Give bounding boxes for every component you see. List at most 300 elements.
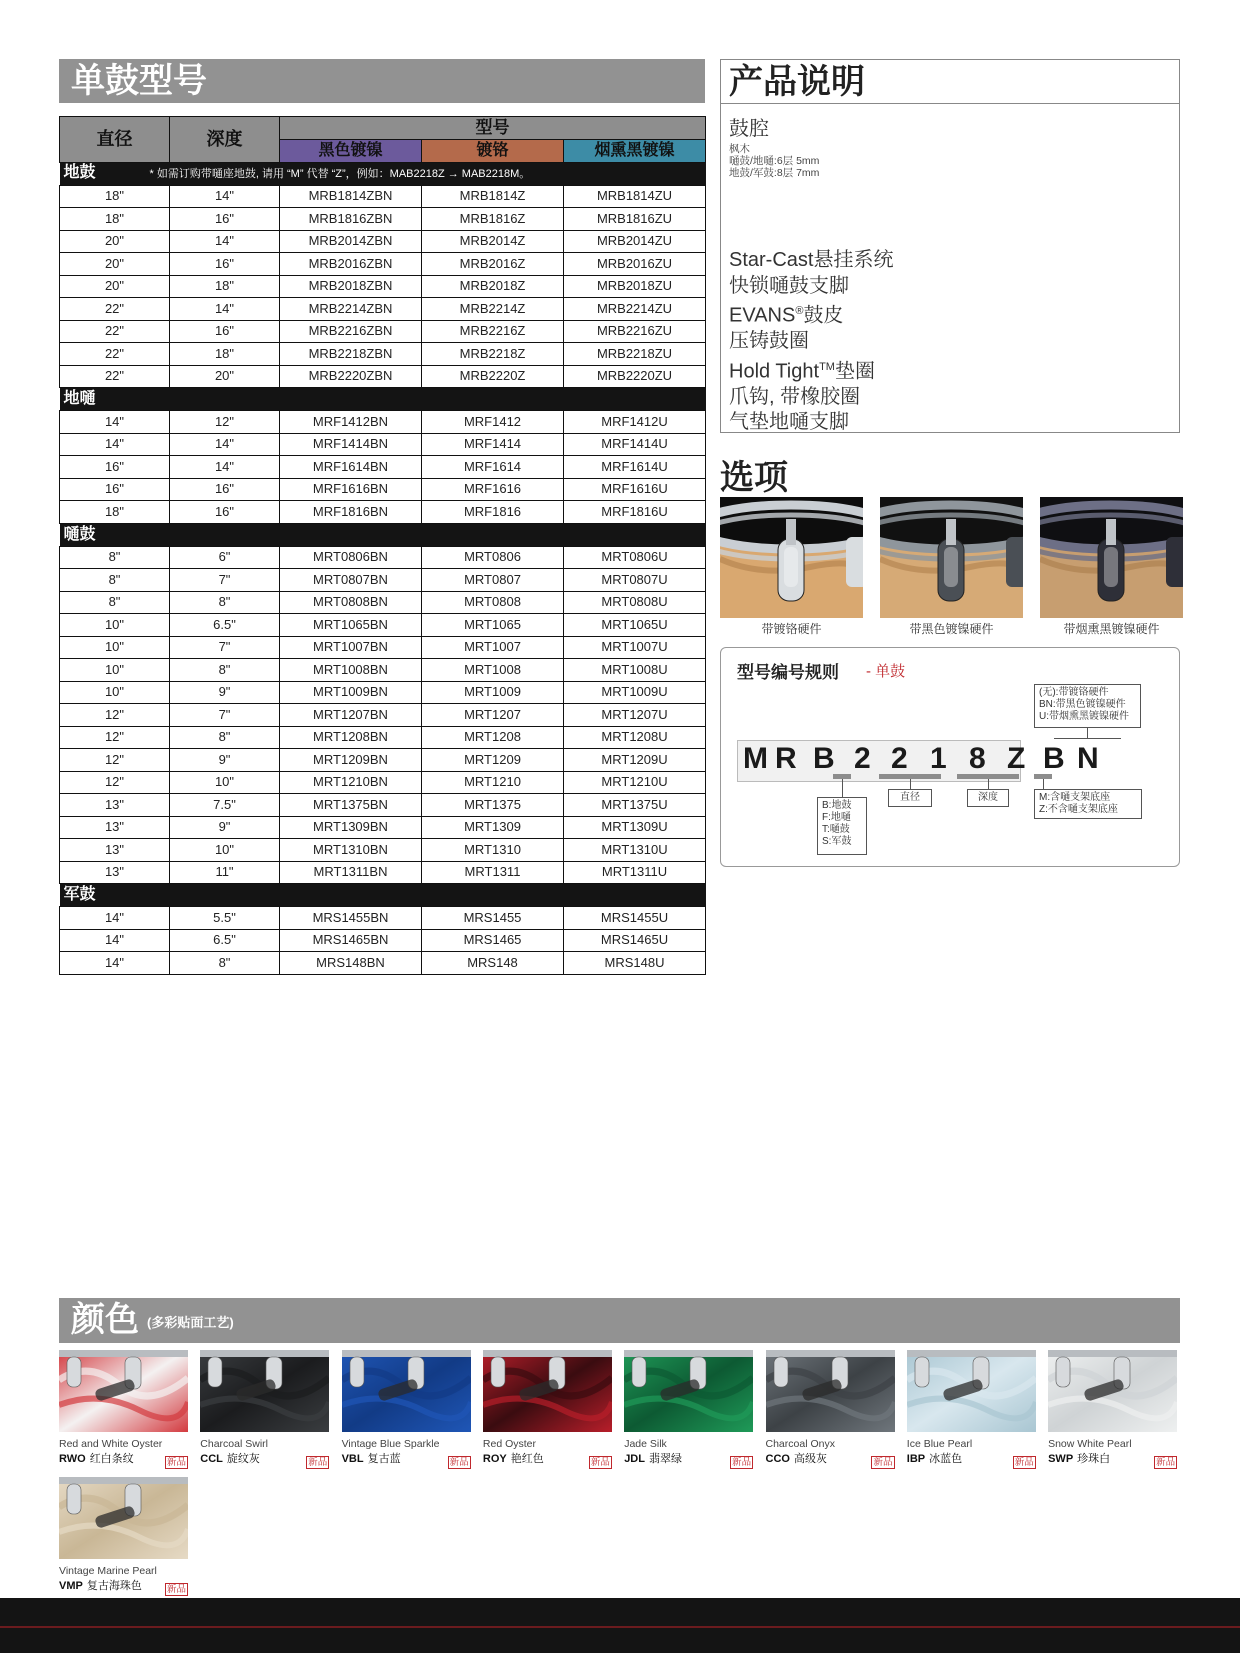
color-swatch-image	[59, 1477, 188, 1559]
color-name-chinese: 复古蓝	[367, 1453, 401, 1465]
cell-depth: 18"	[170, 343, 280, 366]
cell-model-smoked: MRF1616U	[564, 478, 706, 501]
models-section-title: 单鼓型号	[59, 59, 705, 103]
table-row	[60, 816, 706, 839]
table-row	[60, 208, 706, 231]
numbering-title: 型号编号规则	[737, 663, 839, 682]
cell-model-black-nickel: MRS1465BN	[280, 929, 422, 952]
cell-model-smoked: MRF1412U	[564, 411, 706, 434]
code-character: N	[1077, 742, 1099, 775]
code-character: B	[813, 742, 835, 775]
cell-model-chrome: MRB2014Z	[422, 230, 564, 253]
cell-model-smoked: MRB2016ZU	[564, 253, 706, 276]
color-code-abbr: ROY	[482, 1453, 507, 1465]
table-row	[60, 478, 706, 501]
cell-model-smoked: MRS148U	[564, 952, 706, 975]
category-note: * 如需订购带嗵座地鼓, 请用 “M” 代替 “Z”，例如：MAB2218Z → MAB2218M。	[149, 168, 531, 180]
table-row	[60, 456, 706, 479]
cell-depth: 14"	[170, 298, 280, 321]
color-name-english: Jade Silk	[624, 1438, 667, 1450]
color-code-abbr: JDL	[624, 1453, 645, 1465]
cell-model-black-nickel: MRB2014ZBN	[280, 230, 422, 253]
cell-model-chrome: MRT1009	[422, 681, 564, 704]
cell-model-black-nickel: MRT0806BN	[280, 546, 422, 569]
cell-model-chrome: MRT1310	[422, 839, 564, 862]
header-smoked-black-nickel: 烟熏黑镀镍	[564, 140, 706, 163]
table-row	[60, 253, 706, 276]
color-name-chinese: 高级灰	[793, 1453, 827, 1465]
new-badge: 新品	[1156, 1457, 1176, 1468]
cell-diameter: 18"	[60, 208, 170, 231]
cell-model-chrome: MRF1614	[422, 456, 564, 479]
cell-model-black-nickel: MRT1210BN	[280, 771, 422, 794]
mount-legend	[1034, 789, 1142, 819]
cell-diameter: 22"	[60, 298, 170, 321]
cell-depth: 5.5"	[170, 907, 280, 930]
cell-model-black-nickel: MRB2216ZBN	[280, 320, 422, 343]
cell-model-black-nickel: MRT1207BN	[280, 704, 422, 727]
cell-depth: 6"	[170, 546, 280, 569]
color-swatch	[1048, 1350, 1177, 1466]
shell-spec-line: 嗵鼓/地嗵:6层 5mm	[729, 155, 820, 167]
color-name-english: Charcoal Onyx	[765, 1438, 835, 1450]
cell-depth: 9"	[170, 749, 280, 772]
feature-text: 爪钩, 带橡胶圈	[729, 385, 861, 408]
cell-model-black-nickel: MRB2018ZBN	[280, 275, 422, 298]
cell-model-smoked: MRT1065U	[564, 614, 706, 637]
cell-diameter: 18"	[60, 501, 170, 524]
cell-model-smoked: MRT1207U	[564, 704, 706, 727]
color-name-english: Red Oyster	[482, 1438, 536, 1450]
table-row	[60, 636, 706, 659]
new-badge: 新品	[449, 1457, 469, 1468]
cell-depth: 14"	[170, 433, 280, 456]
new-badge: 新品	[166, 1457, 186, 1468]
cell-diameter: 14"	[60, 929, 170, 952]
feature-item	[729, 355, 893, 385]
code-character: 1	[930, 742, 947, 775]
feature-text: Star-Cast悬挂系统	[729, 249, 894, 271]
cell-depth: 10"	[170, 771, 280, 794]
type-legend-line: B:地鼓	[822, 800, 852, 811]
cell-model-chrome: MRT1207	[422, 704, 564, 727]
cell-model-smoked: MRB1814ZU	[564, 185, 706, 208]
new-badge: 新品	[873, 1457, 893, 1468]
product-info-title: 产品说明	[721, 60, 1179, 104]
cell-diameter: 16"	[60, 456, 170, 479]
cell-model-smoked: MRB2218ZU	[564, 343, 706, 366]
color-swatch	[200, 1350, 329, 1466]
cell-diameter: 14"	[60, 907, 170, 930]
cell-model-black-nickel: MRB2214ZBN	[280, 298, 422, 321]
header-black-nickel: 黑色镀镍	[280, 140, 422, 163]
cell-depth: 8"	[170, 726, 280, 749]
table-row	[60, 861, 706, 884]
color-name-chinese: 翡翠绿	[648, 1453, 682, 1465]
color-name-chinese: 复古海珠色	[86, 1580, 142, 1592]
color-swatch-image	[1048, 1350, 1177, 1432]
cell-diameter: 13"	[60, 816, 170, 839]
header-diameter: 直径	[60, 117, 170, 163]
cell-diameter: 12"	[60, 726, 170, 749]
feature-mark: ®	[795, 305, 804, 317]
cell-diameter: 12"	[60, 771, 170, 794]
hardware-legend-line: (无):带镀铬硬件	[1039, 687, 1109, 698]
cell-diameter: 22"	[60, 320, 170, 343]
color-name-english: Snow White Pearl	[1048, 1438, 1132, 1450]
feature-text: EVANS	[729, 304, 796, 327]
cell-model-chrome: MRB2216Z	[422, 320, 564, 343]
cell-model-chrome: MRF1412	[422, 411, 564, 434]
color-swatch	[59, 1350, 188, 1466]
type-legend-line: T:嗵鼓	[822, 824, 850, 835]
cell-model-black-nickel: MRT1309BN	[280, 816, 422, 839]
feature-item	[729, 410, 893, 436]
mount-legend-line: Z:不含嗵支架底座	[1039, 804, 1118, 815]
cell-model-smoked: MRS1465U	[564, 929, 706, 952]
cell-depth: 7"	[170, 636, 280, 659]
category-row	[60, 162, 706, 185]
cell-model-black-nickel: MRF1816BN	[280, 501, 422, 524]
cell-model-black-nickel: MRT1208BN	[280, 726, 422, 749]
colors-subtitle: (多彩贴面工艺)	[147, 1314, 234, 1330]
cell-model-chrome: MRT0808	[422, 591, 564, 614]
feature-text-suffix: 鼓皮	[803, 304, 844, 327]
cell-model-smoked: MRT1007U	[564, 636, 706, 659]
cell-model-black-nickel: MRT1065BN	[280, 614, 422, 637]
color-swatch	[59, 1477, 188, 1593]
color-swatch-image	[907, 1350, 1036, 1432]
cell-depth: 14"	[170, 185, 280, 208]
cell-model-black-nickel: MRB2016ZBN	[280, 253, 422, 276]
cell-diameter: 20"	[60, 230, 170, 253]
shell-label: 鼓腔	[729, 118, 769, 140]
table-row	[60, 343, 706, 366]
cell-model-chrome: MRT1065	[422, 614, 564, 637]
hardware-legend	[1034, 684, 1141, 728]
new-badge: 新品	[590, 1457, 610, 1468]
cell-model-smoked: MRT0808U	[564, 591, 706, 614]
table-row	[60, 185, 706, 208]
option-caption: 带烟熏黑镀镍硬件	[1063, 622, 1160, 636]
cell-model-smoked: MRT1208U	[564, 726, 706, 749]
cell-diameter: 8"	[60, 546, 170, 569]
cell-model-smoked: MRT0806U	[564, 546, 706, 569]
cell-model-chrome: MRB1816Z	[422, 208, 564, 231]
color-code-abbr: SWP	[1048, 1453, 1074, 1465]
cell-model-smoked: MRT1210U	[564, 771, 706, 794]
cell-diameter: 13"	[60, 794, 170, 817]
cell-model-chrome: MRT1309	[422, 816, 564, 839]
table-row	[60, 726, 706, 749]
cell-model-smoked: MRT0807U	[564, 569, 706, 592]
table-row	[60, 929, 706, 952]
cell-model-chrome: MRF1616	[422, 478, 564, 501]
cell-diameter: 10"	[60, 636, 170, 659]
numbering-subtitle: - 单鼓	[866, 663, 906, 680]
table-row	[60, 659, 706, 682]
cell-model-chrome: MRT1375	[422, 794, 564, 817]
category-name: 地嗵	[63, 390, 96, 407]
footer-accent-line	[0, 1626, 1240, 1628]
cell-model-smoked: MRF1816U	[564, 501, 706, 524]
cell-model-chrome: MRB1814Z	[422, 185, 564, 208]
cell-model-smoked: MRT1310U	[564, 839, 706, 862]
cell-model-chrome: MRB2220Z	[422, 365, 564, 388]
cell-model-smoked: MRT1008U	[564, 659, 706, 682]
feature-text: 快锁嗵鼓支脚	[729, 274, 849, 297]
cell-model-smoked: MRF1414U	[564, 433, 706, 456]
code-character: 2	[891, 742, 908, 775]
color-name-english: Charcoal Swirl	[200, 1438, 268, 1450]
table-row	[60, 230, 706, 253]
table-row	[60, 794, 706, 817]
cell-model-chrome: MRT1209	[422, 749, 564, 772]
cell-model-black-nickel: MRB1816ZBN	[280, 208, 422, 231]
option-caption: 带镀铬硬件	[761, 622, 822, 636]
color-swatch	[483, 1350, 612, 1466]
product-info-box	[720, 59, 1180, 433]
color-name-english: Vintage Blue Sparkle	[341, 1438, 440, 1450]
cell-depth: 16"	[170, 208, 280, 231]
option-caption: 带黑色镀镍硬件	[909, 622, 994, 636]
cell-model-black-nickel: MRB2220ZBN	[280, 365, 422, 388]
table-row	[60, 411, 706, 434]
table-row	[60, 591, 706, 614]
color-swatch-image	[624, 1350, 753, 1432]
code-character: 2	[854, 742, 871, 775]
color-swatch	[766, 1350, 895, 1466]
hardware-legend-line: U:带烟熏黑镀镍硬件	[1039, 711, 1129, 722]
cell-diameter: 10"	[60, 681, 170, 704]
cell-depth: 7"	[170, 569, 280, 592]
color-swatch	[342, 1350, 471, 1466]
cell-model-chrome: MRF1816	[422, 501, 564, 524]
color-code-abbr: CCO	[765, 1453, 790, 1465]
category-name: 军鼓	[63, 886, 96, 903]
cell-diameter: 12"	[60, 704, 170, 727]
cell-depth: 11"	[170, 861, 280, 884]
cell-model-black-nickel: MRT1311BN	[280, 861, 422, 884]
cell-model-chrome: MRT1008	[422, 659, 564, 682]
cell-diameter: 18"	[60, 185, 170, 208]
cell-diameter: 20"	[60, 275, 170, 298]
cell-model-chrome: MRB2218Z	[422, 343, 564, 366]
cell-model-smoked: MRF1614U	[564, 456, 706, 479]
color-name-chinese: 冰蓝色	[929, 1453, 963, 1465]
cell-model-black-nickel: MRF1614BN	[280, 456, 422, 479]
depth-legend: 深度	[967, 789, 1009, 807]
feature-text: 气垫地嗵支脚	[729, 411, 849, 434]
table-row	[60, 704, 706, 727]
cell-model-black-nickel: MRT1209BN	[280, 749, 422, 772]
cell-model-smoked: MRT1311U	[564, 861, 706, 884]
table-row	[60, 320, 706, 343]
cell-model-black-nickel: MRT0808BN	[280, 591, 422, 614]
color-name-chinese: 红白条纹	[89, 1453, 134, 1465]
cell-model-chrome: MRT1208	[422, 726, 564, 749]
table-row	[60, 907, 706, 930]
cell-depth: 6.5"	[170, 929, 280, 952]
code-character: B	[1043, 742, 1065, 775]
new-badge: 新品	[1014, 1457, 1034, 1468]
cell-depth: 16"	[170, 501, 280, 524]
cell-model-chrome: MRT0806	[422, 546, 564, 569]
code-character: 8	[969, 742, 986, 775]
cell-diameter: 22"	[60, 343, 170, 366]
cell-model-black-nickel: MRT1009BN	[280, 681, 422, 704]
option-hardware-image	[720, 497, 863, 618]
cell-diameter: 8"	[60, 591, 170, 614]
hardware-legend-line: BN:带黑色镀镍硬件	[1039, 699, 1126, 710]
cell-model-chrome: MRB2018Z	[422, 275, 564, 298]
color-code-abbr: CCL	[200, 1453, 223, 1465]
cell-depth: 6.5"	[170, 614, 280, 637]
new-badge: 新品	[732, 1457, 752, 1468]
option-hardware-image	[1040, 497, 1183, 618]
cell-model-chrome: MRS148	[422, 952, 564, 975]
table-row	[60, 275, 706, 298]
cell-model-black-nickel: MRT1310BN	[280, 839, 422, 862]
new-badge: 新品	[308, 1457, 328, 1468]
cell-model-chrome: MRT1007	[422, 636, 564, 659]
cell-depth: 20"	[170, 365, 280, 388]
cell-depth: 9"	[170, 681, 280, 704]
cell-diameter: 20"	[60, 253, 170, 276]
table-row	[60, 749, 706, 772]
color-name-english: Ice Blue Pearl	[906, 1438, 973, 1450]
cell-depth: 10"	[170, 839, 280, 862]
cell-depth: 16"	[170, 320, 280, 343]
color-code-abbr: IBP	[906, 1453, 926, 1465]
cell-model-chrome: MRF1414	[422, 433, 564, 456]
feature-item	[729, 248, 893, 274]
feature-text: 压铸鼓圈	[729, 330, 809, 353]
cell-depth: 14"	[170, 456, 280, 479]
table-row	[60, 501, 706, 524]
feature-item	[729, 385, 893, 411]
colors-section-title	[59, 1298, 1180, 1343]
cell-model-black-nickel: MRT1375BN	[280, 794, 422, 817]
feature-item	[729, 299, 893, 329]
header-depth: 深度	[170, 117, 280, 163]
cell-model-black-nickel: MRT1007BN	[280, 636, 422, 659]
cell-diameter: 16"	[60, 478, 170, 501]
feature-mark: TM	[819, 360, 835, 373]
cell-model-black-nickel: MRF1412BN	[280, 411, 422, 434]
code-character: Z	[1007, 742, 1026, 775]
color-code-abbr: VBL	[341, 1453, 364, 1465]
color-swatch	[907, 1350, 1036, 1466]
diameter-legend: 直径	[888, 789, 932, 807]
category-row	[60, 523, 706, 546]
cell-model-smoked: MRT1375U	[564, 794, 706, 817]
cell-model-black-nickel: MRB2218ZBN	[280, 343, 422, 366]
colors-title: 颜色	[71, 1301, 139, 1339]
cell-depth: 8"	[170, 659, 280, 682]
code-character: R	[775, 742, 797, 775]
cell-depth: 7"	[170, 704, 280, 727]
feature-text-suffix: 垫圈	[834, 360, 875, 383]
shell-spec-line: 地鼓/军鼓:8层 7mm	[729, 167, 820, 179]
color-swatch-image	[200, 1350, 329, 1432]
cell-depth: 12"	[170, 411, 280, 434]
header-chrome: 镀铬	[422, 140, 564, 163]
cell-model-smoked: MRT1209U	[564, 749, 706, 772]
cell-model-smoked: MRB1816ZU	[564, 208, 706, 231]
category-name: 地鼓	[63, 164, 96, 181]
shell-spec-list	[729, 143, 819, 179]
cell-model-smoked: MRB2216ZU	[564, 320, 706, 343]
cell-model-black-nickel: MRT1008BN	[280, 659, 422, 682]
model-table	[59, 116, 706, 975]
cell-model-smoked: MRT1009U	[564, 681, 706, 704]
cell-model-black-nickel: MRT0807BN	[280, 569, 422, 592]
cell-depth: 16"	[170, 478, 280, 501]
cell-model-black-nickel: MRF1414BN	[280, 433, 422, 456]
option-hardware-image	[880, 497, 1023, 618]
cell-model-smoked: MRB2214ZU	[564, 298, 706, 321]
cell-model-black-nickel: MRS1455BN	[280, 907, 422, 930]
feature-text: Hold Tight	[729, 360, 820, 383]
new-badge: 新品	[166, 1584, 186, 1595]
color-name-english: Vintage Marine Pearl	[59, 1565, 157, 1577]
cell-depth: 14"	[170, 230, 280, 253]
cell-model-chrome: MRT0807	[422, 569, 564, 592]
cell-diameter: 8"	[60, 569, 170, 592]
cell-model-chrome: MRB2016Z	[422, 253, 564, 276]
color-name-chinese: 艳红色	[510, 1453, 544, 1465]
type-legend	[817, 797, 867, 855]
cell-diameter: 10"	[60, 614, 170, 637]
cell-model-chrome: MRB2214Z	[422, 298, 564, 321]
cell-diameter: 12"	[60, 749, 170, 772]
cell-depth: 18"	[170, 275, 280, 298]
cell-depth: 8"	[170, 952, 280, 975]
table-row	[60, 771, 706, 794]
table-row	[60, 365, 706, 388]
shell-spec-line: 枫木	[729, 143, 750, 155]
color-code-abbr: VMP	[59, 1580, 83, 1592]
color-name-chinese: 珍珠白	[1077, 1453, 1111, 1465]
table-row	[60, 681, 706, 704]
color-swatch	[624, 1350, 753, 1466]
table-row	[60, 952, 706, 975]
cell-model-chrome: MRT1311	[422, 861, 564, 884]
type-legend-line: S:军鼓	[822, 836, 852, 847]
cell-diameter: 13"	[60, 839, 170, 862]
cell-model-smoked: MRT1309U	[564, 816, 706, 839]
category-row	[60, 388, 706, 411]
color-code-abbr: RWO	[59, 1453, 86, 1465]
cell-model-smoked: MRB2220ZU	[564, 365, 706, 388]
mount-legend-line: M:含嗵支架底座	[1039, 792, 1111, 803]
color-swatch-image	[766, 1350, 895, 1432]
feature-item	[729, 329, 893, 355]
color-name-chinese: 旋纹灰	[226, 1453, 260, 1465]
numbering-rules-box	[720, 647, 1180, 867]
cell-diameter: 14"	[60, 433, 170, 456]
cell-diameter: 13"	[60, 861, 170, 884]
header-model: 型号	[280, 117, 706, 140]
cell-model-black-nickel: MRF1616BN	[280, 478, 422, 501]
category-row	[60, 884, 706, 907]
color-swatch-image	[59, 1350, 188, 1432]
cell-diameter: 14"	[60, 411, 170, 434]
code-character: M	[743, 742, 768, 775]
color-swatch-image	[483, 1350, 612, 1432]
cell-model-chrome: MRT1210	[422, 771, 564, 794]
